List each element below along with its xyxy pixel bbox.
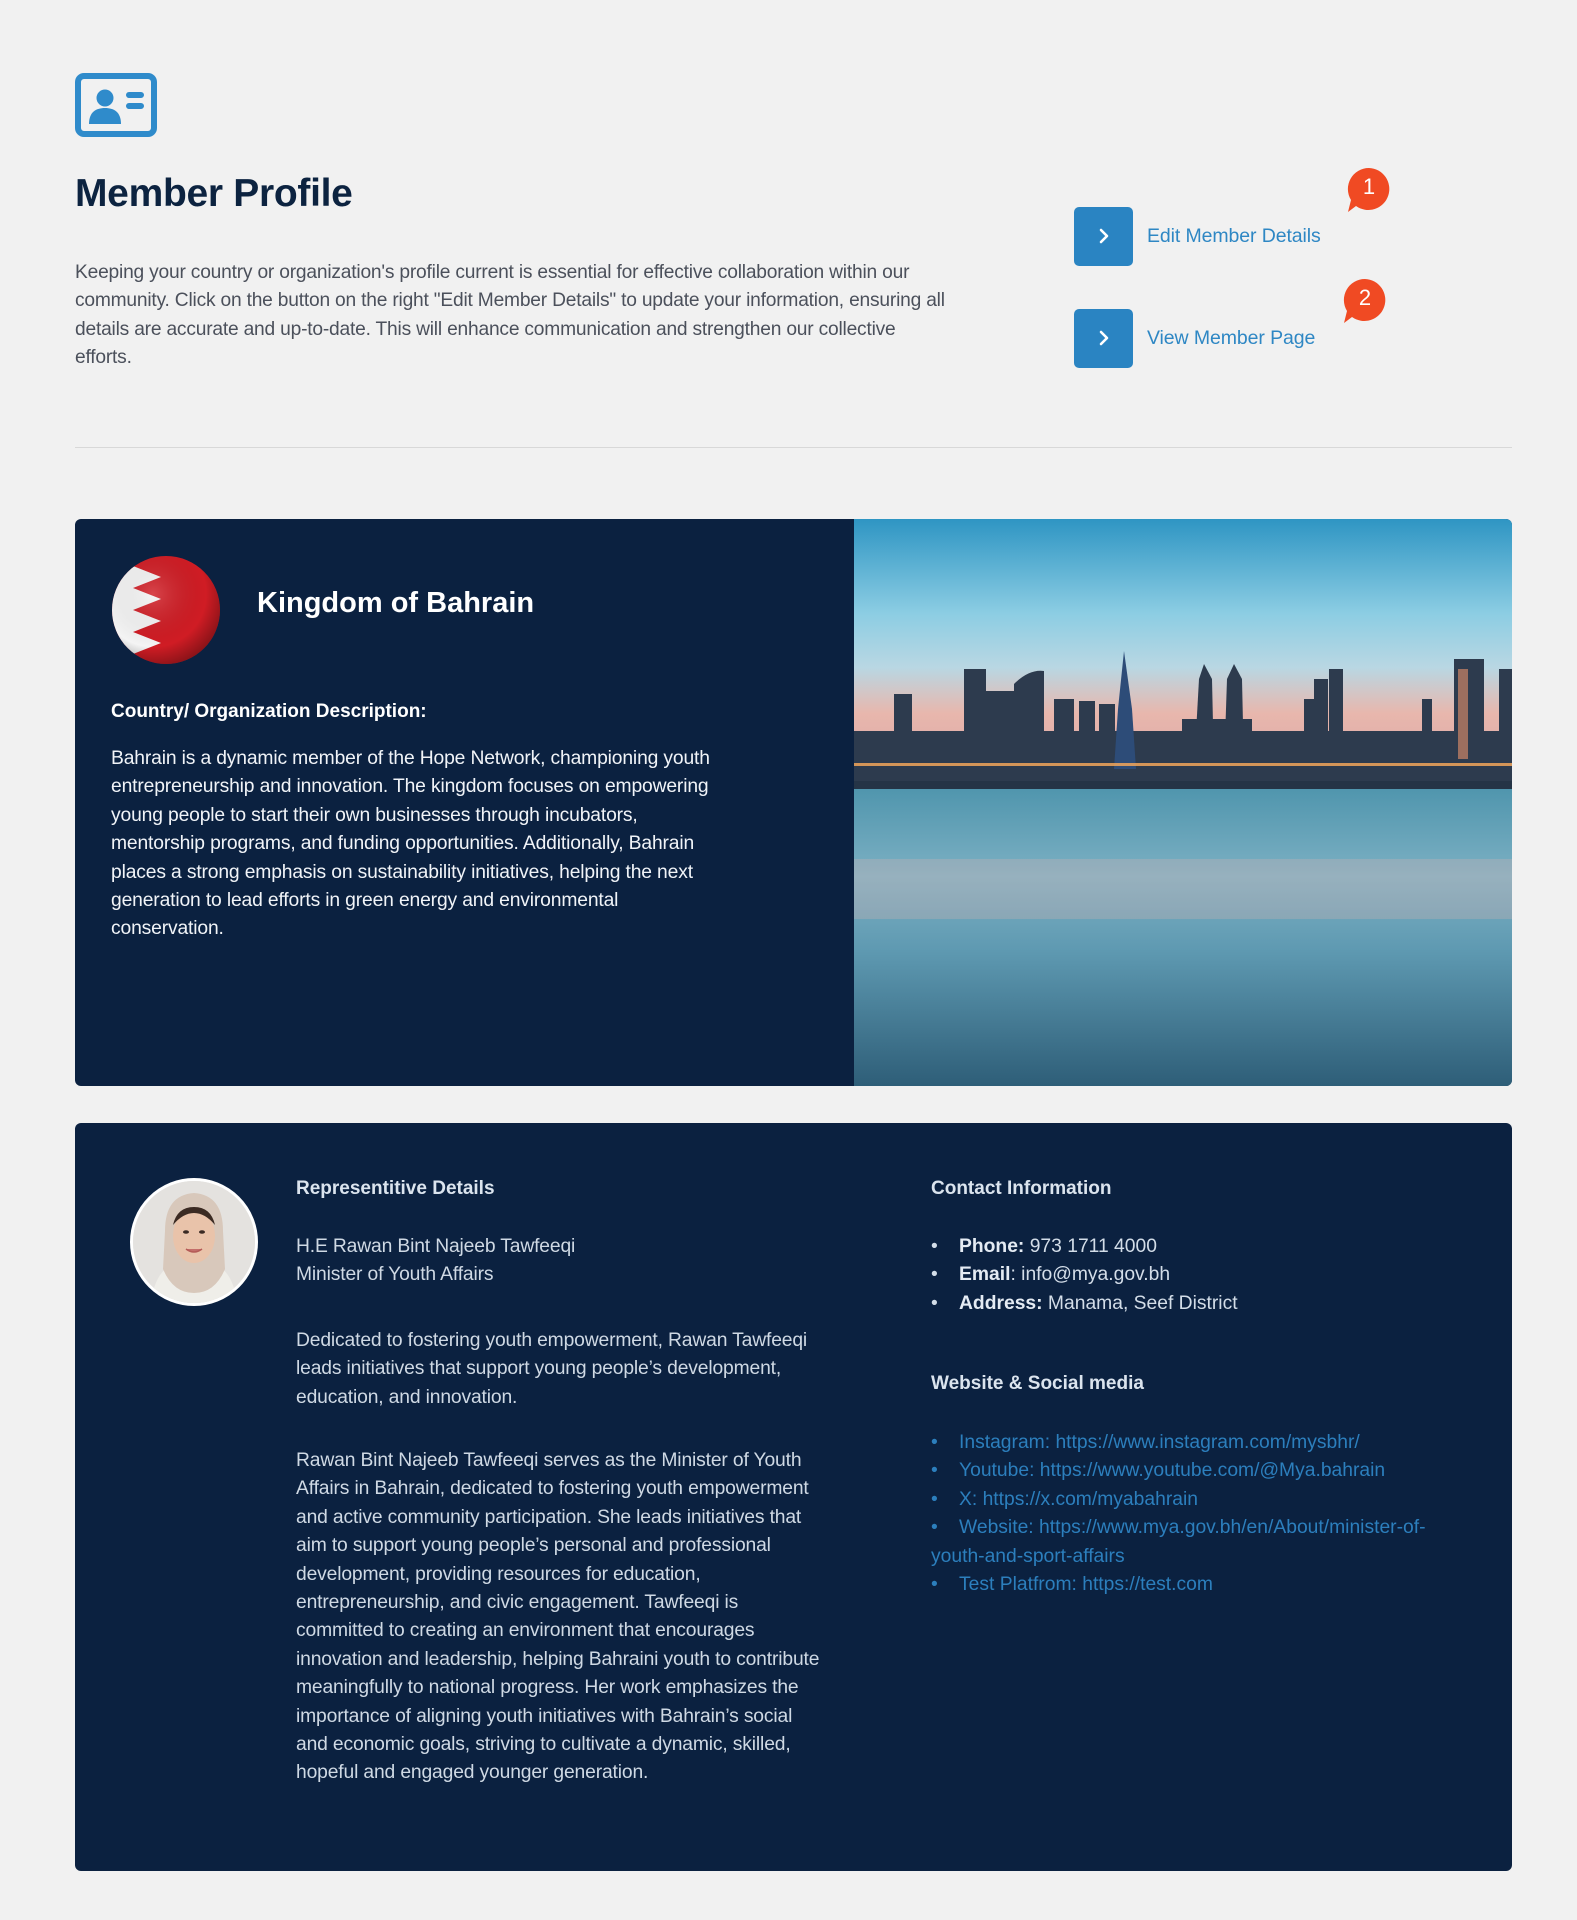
contact-heading: Contact Information bbox=[931, 1178, 1112, 1199]
callout-badge-1 bbox=[1346, 166, 1392, 212]
view-member-page-button[interactable] bbox=[1074, 308, 1315, 368]
contact-phone: • Phone: 973 1711 4000 bbox=[931, 1233, 1491, 1261]
social-link-x[interactable]: • X: https://x.com/myabahrain bbox=[931, 1486, 1491, 1514]
social-link-instagram[interactable]: • Instagram: https://www.instagram.com/mysbhr/ bbox=[931, 1429, 1491, 1457]
chevron-right-icon bbox=[1074, 207, 1133, 266]
contact-email[interactable]: • Email: info@mya.gov.bh bbox=[931, 1261, 1491, 1289]
divider bbox=[75, 447, 1512, 448]
chevron-right-icon bbox=[1074, 309, 1133, 368]
social-links-list bbox=[931, 1429, 1491, 1599]
social-heading: Website & Social media bbox=[931, 1373, 1144, 1394]
social-link-test-platform[interactable]: • Test Platfrom: https://test.com bbox=[931, 1571, 1491, 1599]
page-title: Member Profile bbox=[75, 172, 353, 215]
id-card-icon bbox=[75, 73, 157, 137]
intro-text: Keeping your country or organization's profile current is essential for effective collaboration within our community. Click on the button on the right "Edit Member Details" to update your information, ensuring all details are accurate and up-to-date. This will enhance communication and strengthen our collective efforts. bbox=[75, 262, 945, 369]
skyline-photo bbox=[854, 519, 1512, 1086]
country-description: Bahrain is a dynamic member of the Hope Network, championing youth entrepreneurship and innovation. The kingdom focuses on empowering young people to start their own businesses through incubators, mentorship programs, and funding opportunities. Additionally, Bahrain places a strong emphasis on sustainability initiatives, helping the next generation to lead efforts in green energy and environmental conservation. bbox=[111, 748, 710, 940]
representative-summary: Dedicated to fostering youth empowerment, Rawan Tawfeeqi leads initiatives that support young people’s development, education, and innovation. bbox=[296, 1330, 808, 1408]
country-name: Kingdom of Bahrain bbox=[257, 587, 535, 619]
representative-role: Minister of Youth Affairs bbox=[296, 1264, 494, 1286]
social-link-youtube[interactable]: • Youtube: https://www.youtube.com/@Mya.bahrain bbox=[931, 1457, 1491, 1485]
badge-number: 2 bbox=[1358, 285, 1372, 310]
callout-badge-2 bbox=[1342, 277, 1388, 323]
badge-number: 1 bbox=[1362, 174, 1376, 199]
contact-address: • Address: Manama, Seef District bbox=[931, 1290, 1491, 1318]
country-card bbox=[75, 519, 1512, 1086]
representative-name-block bbox=[296, 1233, 826, 1290]
contact-list bbox=[931, 1233, 1491, 1318]
edit-member-details-button[interactable] bbox=[1074, 206, 1321, 266]
view-member-page-label: View Member Page bbox=[1147, 326, 1316, 349]
representative-bio: Rawan Bint Najeeb Tawfeeqi serves as the Minister of Youth Affairs in Bahrain, dedicated to fostering youth empowerment and active community participation. She leads initiatives that aim to support young people’s personal and professional development, providing resources for education, entrepreneurship, and civic engagement. Tawfeeqi is committed to creating an environment that encourages innovation and leadership, helping Bahraini youth to contribute meaningfully to national progress. Her work emphasizes the importance of aligning youth initiatives with Bahrain’s social and economic goals, striving to cultivate a dynamic, skilled, hopeful and engaged younger generation. bbox=[296, 1450, 820, 1784]
bahrain-flag-icon bbox=[111, 555, 221, 665]
description-label: Country/ Organization Description: bbox=[111, 701, 427, 722]
representative-name: H.E Rawan Bint Najeeb Tawfeeqi bbox=[296, 1236, 576, 1257]
representative-card bbox=[75, 1123, 1512, 1871]
representative-avatar bbox=[130, 1178, 258, 1306]
representative-heading: Representitive Details bbox=[296, 1178, 495, 1199]
social-link-website[interactable]: • Website: https://www.mya.gov.bh/en/About/minister-of-youth-and-sport-affairs bbox=[931, 1514, 1461, 1571]
edit-member-details-label: Edit Member Details bbox=[1147, 224, 1321, 247]
